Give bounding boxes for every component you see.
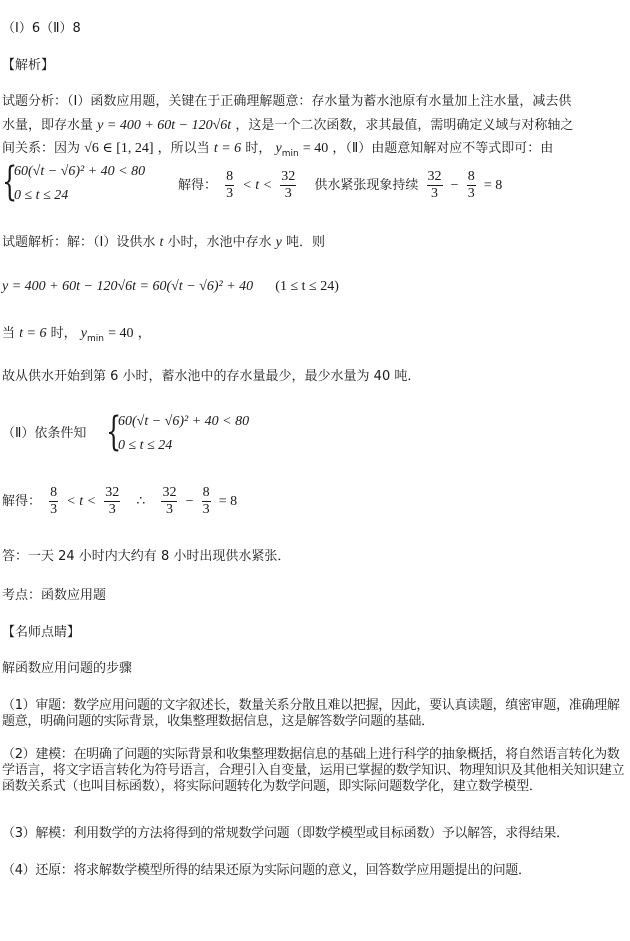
t-symbol: t (159, 235, 164, 250)
solution-conclusion-1: 故从供水开始到第 6 小时，蓄水池中的存水量最少，最少水量为 40 吨． (2, 369, 421, 384)
t-value: t = 6 (213, 141, 242, 156)
system-row-2: 0 ≤ t ≤ 24 (118, 438, 173, 453)
step-4: （4）还原：将求解数学模型所得的结果还原为实际问题的意义，回答数学应用题提出的问题． (2, 863, 531, 878)
analysis-line-3 (2, 140, 553, 163)
fraction: $\frac{8}{3}$ (467, 169, 475, 201)
steps-title: 解函数应用问题的步骤 (2, 661, 133, 676)
analysis-text: 间关系：因为 (2, 141, 81, 156)
result-value: = 8 (483, 178, 503, 193)
brace-icon: { (2, 159, 18, 205)
fraction: $\frac{8}{3}$ (202, 485, 210, 517)
y-symbol: y (275, 141, 282, 156)
fraction: $\frac{8}{3}$ (50, 485, 58, 517)
section-teacher-heading: 【名师点睛】 (2, 625, 81, 640)
step-1: （1）审题：数学应用问题的文字叙述长，数量关系分散且难以把握，因此，要认真读题，缜密审题，准确理解题意，明确问题的实际背景，收集整理数据信息，这是解答数学问题的基础． (2, 698, 620, 729)
t-value: t = 6 (19, 326, 47, 341)
fraction: $\frac{8}{3}$ (226, 169, 234, 201)
part2-label: （Ⅱ）依条件知 (2, 426, 87, 441)
analysis-solve (178, 168, 502, 204)
solution-solve (2, 484, 237, 520)
analysis-line-2 (2, 117, 573, 135)
domain-range: (1 ≤ t ≤ 24) (275, 279, 339, 294)
solution-answer: 答：一天 24 小时内大约有 8 小时出现供水紧张． (2, 549, 291, 564)
inequality-mid: < t < (66, 494, 97, 509)
solution-text: 试题解析：解：（Ⅰ）设供水 (2, 235, 156, 250)
solution-text: 小时，水池中存水 (167, 235, 272, 250)
analysis-text: ，所以当 (157, 141, 210, 156)
solution-text: 吨．则 (286, 235, 326, 250)
y-symbol: y (275, 235, 282, 250)
analysis-text: ，（Ⅱ）由题意知解对应不等式即可：由 (332, 141, 554, 156)
min-value: = 40 (302, 141, 329, 156)
minus-sign: − (185, 494, 194, 509)
analysis-text: ，这是一个二次函数，求其最值，需明确定义域与对称轴之 (235, 118, 574, 133)
domain-expr: √6 ∈ [1, 24] (84, 141, 154, 156)
system-row-1: 60(√t − √6)² + 40 < 80 (118, 414, 250, 429)
analysis-inequality-system (2, 159, 172, 208)
fraction: $\frac{32}{3}$ (105, 485, 120, 517)
solution-text: 时， (50, 326, 77, 341)
inequality-mid: < t < (242, 178, 273, 193)
fraction: $\frac{32}{3}$ (162, 485, 177, 517)
solution-text: 当 (2, 326, 16, 341)
minus-sign: − (450, 178, 459, 193)
analysis-text: 时， (245, 141, 272, 156)
step-3: （3）解模：利用数学的方法将得到的常规数学问题（即数学模型或目标函数）予以解答，求得结果． (2, 826, 569, 841)
duration-label: 供水紧张现象持续 (314, 178, 419, 193)
y-symbol: y (80, 326, 88, 341)
storage-formula: y = 400 + 60t − 120√6t (97, 118, 232, 133)
solution-min-line (2, 325, 151, 348)
analysis-intro: 试题分析：（Ⅰ）函数应用题，关键在于正确理解题意：存水量为蓄水池原有水量加上注水量，减去供 (2, 94, 572, 109)
answer-line: （Ⅰ）6（Ⅱ）8 (2, 21, 81, 36)
solution-intro (2, 234, 325, 252)
min-subscript: min (281, 149, 299, 159)
solution-formula: y = 400 + 60t − 120√6t = 60(√t − √6)² + 40 (2, 279, 254, 294)
step-2: （2）建模：在明确了问题的实际背景和收集整理数据信息的基础上进行科学的抽象概括，将自然语言转化为数学语言，将文字语言转化为符号语言，合理引入自变量，运用已掌握的数学知识、物理知识及其他相关知识建立函数关系式（也叫目标函数），将实际问题转化为数学问题，即实际问题数学化，建立数学模型． (2, 747, 625, 794)
fraction: $\frac{32}{3}$ (281, 169, 296, 201)
solve-label: 解得： (2, 494, 42, 509)
system-row-1: 60(√t − √6)² + 40 < 80 (14, 164, 146, 179)
kaodian: 考点：函数应用题 (2, 588, 107, 603)
solution-inequality-system (106, 409, 286, 458)
analysis-text: 水量，即存水量 (2, 118, 94, 133)
brace-icon: { (106, 409, 122, 455)
solution-formula-line (2, 278, 339, 296)
fraction: $\frac{32}{3}$ (427, 169, 442, 201)
therefore-symbol: ∴ (136, 494, 146, 509)
min-subscript: min (87, 334, 104, 344)
min-value: = 40 (108, 326, 134, 341)
section-analysis-heading: 【解析】 (2, 58, 55, 73)
solution-text: ， (137, 326, 151, 341)
solve-label: 解得： (178, 178, 218, 193)
system-row-2: 0 ≤ t ≤ 24 (14, 188, 69, 203)
result-value: = 8 (218, 494, 238, 509)
